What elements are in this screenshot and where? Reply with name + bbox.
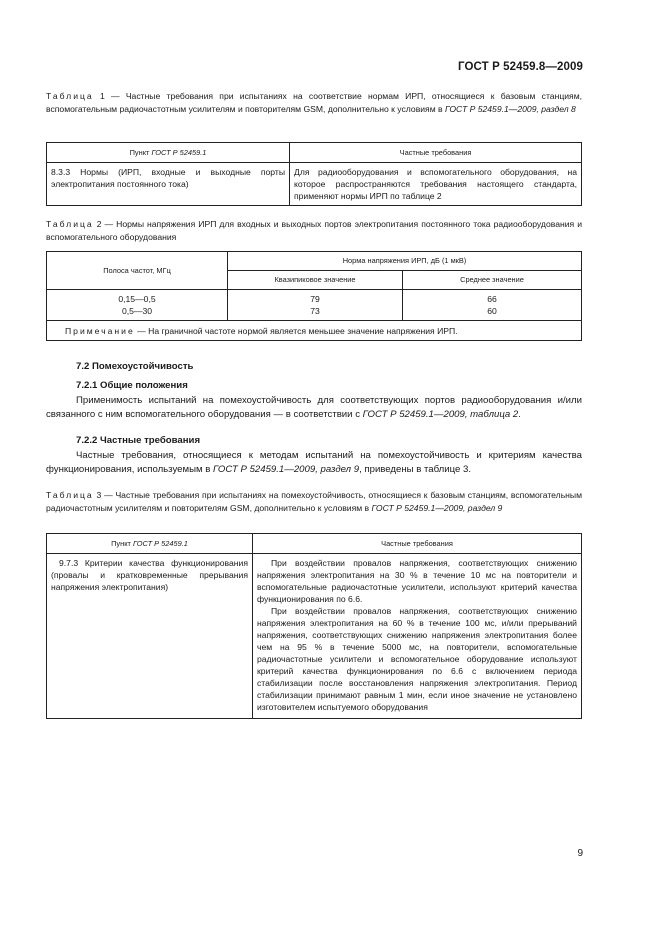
table3-caption-ref: ГОСТ Р 52459.1—2009, раздел 9 <box>371 502 503 513</box>
table2-cell-average: 66 60 <box>403 290 582 321</box>
table1-caption-ref: ГОСТ Р 52459.1—2009, раздел 8 <box>444 103 576 114</box>
paragraph-7-2-2: Частные требования, относящиеся к методам испытаний на помехоустойчивость и критериям качества функционирования, используемым в ГОСТ Р 52459.1—2009, раздел 9, приведены в таблице 3. <box>46 450 582 475</box>
heading-7-2-1: 7.2.1 Общие положения <box>76 380 188 391</box>
table2-caption: Таблица 2 — Нормы напряжения ИРП для входных и выходных портов электропитания постоянного тока радиооборудования и вспомогательного оборудования <box>46 219 582 242</box>
heading-7-2-2: 7.2.2 Частные требования <box>76 435 201 446</box>
table2-col-quasipeak: Квазипиковое значение <box>228 271 403 290</box>
table1-col-clause: Пункт ГОСТ Р 52459.1 <box>47 143 290 163</box>
page-number: 9 <box>577 848 583 859</box>
table3-requirement-p2: При воздействии провалов напряжения, соответствующих снижению напряжения электропитания на 60 % в течение 100 мс, и/или прерываний напряжения, соответствующих снижению напряжения электропитания более чем на 95 % в течение 5000 мс, на повторители, вспомогательные радиочастотные усилители и вспомогательное оборудование используют критерий качества функционирования по 6.6 с включением периода стабилизации после восстановления напряжения электропитания. Период стабилизации принимают равным 1 мин, если иное значение не установлено изготовителем испытуемого оборудования <box>257 606 577 712</box>
table1-row-clause: 8.3.3 Нормы (ИРП, входные и выходные порты электропитания постоянного тока) <box>47 163 290 206</box>
table3-row-requirement <box>253 554 582 719</box>
table1-row-requirement: Для радиооборудования и вспомогательного оборудования, на которое распространяются требования настоящего стандарта, применяют нормы ИРП по таблице 2 <box>290 163 582 206</box>
paragraph-7-2-2-ref: ГОСТ Р 52459.1—2009, раздел 9 <box>213 463 360 475</box>
table1-caption: Таблица 1 — Частные требования при испытаниях на соответствие нормам ИРП, относящиеся к базовым станциям, вспомогательным радиочастотным усилителям и повторителям GSM, дополнительно к условиям в ГОСТ Р 52459.1—2009, раздел 8 <box>46 91 582 114</box>
table2-cell-quasipeak: 79 73 <box>228 290 403 321</box>
document-header: ГОСТ Р 52459.8—2009 <box>458 61 583 73</box>
paragraph-7-2-1-ref: ГОСТ Р 52459.1—2009, таблица 2 <box>362 408 519 420</box>
table3-row-clause: 9.7.3 Критерии качества функционирования (провалы и кратковременные прерывания напряжения электропитания) <box>47 554 253 719</box>
paragraph-7-2-1: Применимость испытаний на помехоустойчивость для соответствующих портов радиооборудования и/или связанного с ним вспомогательного оборудования — в соответствии с ГОСТ Р 52459.1—2009, таблица 2. <box>46 395 582 420</box>
heading-7-2: 7.2 Помехоустойчивость <box>76 361 194 372</box>
table1-caption-word: Таблица <box>46 91 94 101</box>
table1 <box>46 142 582 206</box>
table3-col-requirements: Частные требования <box>253 534 582 554</box>
table3-col-clause: Пункт ГОСТ Р 52459.1 <box>47 534 253 554</box>
table2-caption-word: Таблица <box>46 219 94 229</box>
table2-note: Примечание — На граничной частоте нормой является меньшее значение напряжения ИРП. <box>47 321 582 341</box>
table3-caption-word: Таблица <box>46 490 94 500</box>
table1-col-requirements: Частные требования <box>290 143 582 163</box>
table2-col-average: Среднее значение <box>403 271 582 290</box>
table3-caption: Таблица 3 — Частные требования при испытаниях на помехоустойчивость, относящиеся к базовым станциям, вспомогательным радиочастотным усилителям и повторителям GSM, дополнительно к условиям в ГОСТ Р 52459.1—2009, раздел 9 <box>46 490 582 513</box>
table2 <box>46 251 582 341</box>
table3 <box>46 533 582 719</box>
table3-requirement-p1: При воздействии провалов напряжения, соответствующих снижению напряжения электропитания на 30 % в течение 10 мс на повторители и вспомогательные радиочастотные усилители, используют критерий качества функционирования по 6.6. <box>257 558 577 604</box>
table2-cell-frequency: 0,15—0,5 0,5—30 <box>47 290 228 321</box>
table2-col-norm: Норма напряжения ИРП, дБ (1 мкВ) <box>228 252 582 271</box>
table2-col-frequency: Полоса частот, МГц <box>47 252 228 290</box>
